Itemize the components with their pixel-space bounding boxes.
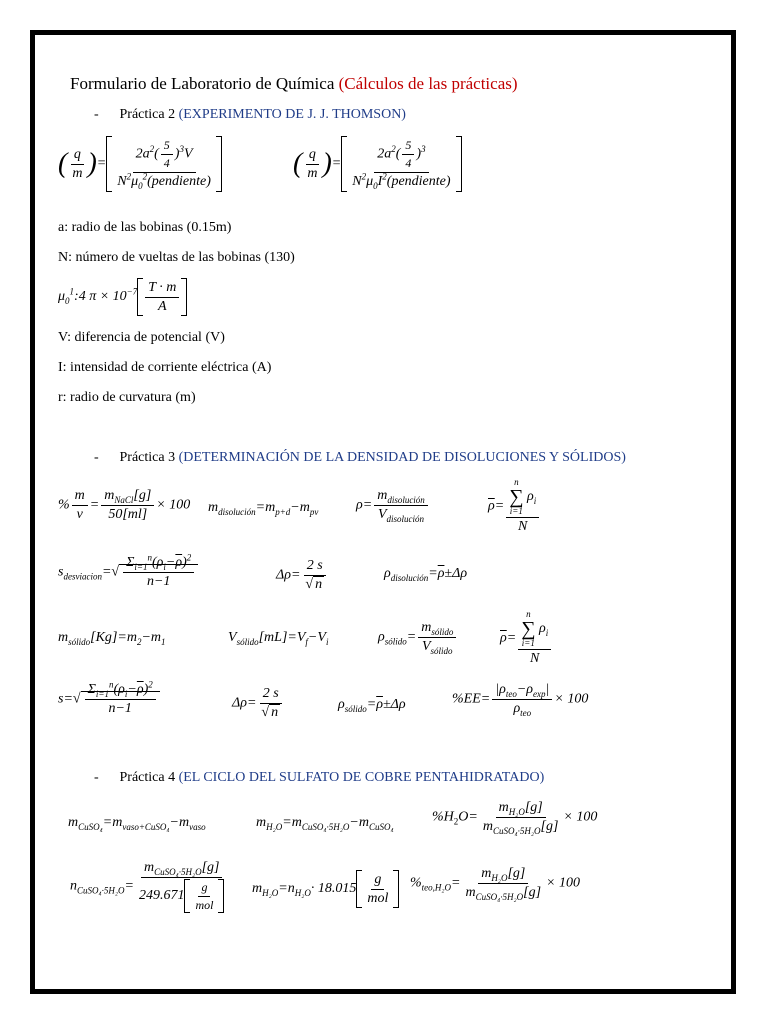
porcentaje-agua-teorico-formula: $\%_{teo,H_2O}=$ $\frac{m_{H_2O}[g]}{m_{CuSO_4\cdot 5H_2O}[g]}$ × 100: [410, 866, 580, 902]
mu0-definition: $\mu_0^1:4$ $\pi \times 10^{-7}$ $\frac{T \cdot m}{A}$: [58, 278, 187, 316]
masa-disolucion-formula: $m_{disolución}=m_{p+d}-m_{pv}$: [208, 500, 319, 517]
delta-rho-solido-formula: Δρ= $\frac{2 s}{√ n}$: [232, 686, 285, 721]
def-numero-vueltas: N: número de vueltas de las bobinas (130): [58, 250, 295, 265]
water-molar-mass: 18.015: [317, 881, 357, 897]
delta-rho-formula: Δρ= $\frac{2 s}{√ n}$: [276, 558, 329, 593]
rho-solido-resultado: $\rho_{sólido}=\overline{\rho}\pm\Delta\rho$: [338, 697, 406, 714]
densidad-disolucion-formula: ρ= $\frac{m_{disolución}}{V_{disolución}}$: [356, 488, 430, 523]
practica-2-heading: [94, 107, 406, 123]
rho-disolucion-resultado: $\rho_{disolución}=\overline{\rho}\pm\Delta\rho$: [384, 566, 468, 583]
bullet-dash: -: [94, 107, 99, 122]
title-subtitle: (Cálculos de las prácticas): [338, 74, 518, 93]
practica-4-subtitle: (EL CICLO DEL SULFATO DE COBRE PENTAHIDRATADO): [178, 770, 545, 785]
masa-agua-formula: $m_{H_2O}=m_{CuSO_4\cdot 5H_2O}-m_{CuSO_4}$: [256, 815, 394, 832]
def-radio-bobinas: a: radio de las bobinas (0.15m): [58, 220, 232, 235]
def-diferencia-potencial: V: diferencia de potencial (V): [58, 330, 225, 345]
thomson-formula-2: ( $\frac{q}{m}$ )= $2a^2$( $\frac{5}{4}$ )$^3$ $N^2\mu_0I^2(pendiente)$: [293, 136, 462, 192]
practica-3-heading: [94, 450, 626, 466]
document-title: [70, 74, 518, 94]
error-experimental-formula: %EE= $\frac{|\rho_{teo}-\rho_{exp}|}{\rho_{teo}}$ × 100: [452, 682, 589, 718]
def-radio-curvatura: r: radio de curvatura (m): [58, 390, 196, 405]
practica-4-label: Práctica 4: [119, 770, 176, 785]
practica-4-heading: [94, 770, 544, 786]
practica-2-label: Práctica 2: [119, 107, 176, 122]
practica-3-subtitle: (DETERMINACIÓN DE LA DENSIDAD DE DISOLUCIONES Y SÓLIDOS): [178, 450, 626, 465]
percent-m-v-formula: % $\frac{m}{v}$ = $\frac{m_{NaCl}[g]}{50[ml]}$ × 100: [58, 488, 191, 522]
porcentaje-agua-formula: $\%H_2O=$ $\frac{m_{H_2O}[g]}{m_{CuSO_4\cdot 5H_2O}[g]}$ × 100: [432, 800, 598, 836]
desviacion-solido-formula: s=√ $\frac{\Sigma_{i=1}^n(\rho_i-\overline{\rho})^2}{n-1}$: [58, 682, 160, 717]
bullet-dash: -: [94, 770, 99, 785]
practica-2-subtitle: (EXPERIMENTO DE J. J. THOMSON): [178, 107, 406, 122]
densidad-promedio-solido-formula: $\overline{\rho}=$ n ∑ i=1 $\rho_i$ N: [500, 610, 553, 667]
thomson-formula-1: ( $\frac{q}{m}$ )= $2a^2$( $\frac{5}{4}$ )$^3$V $N^2\mu_0^2(pendiente)$: [58, 136, 222, 192]
volumen-solido-formula: $V_{sólido}[mL]=V_f-V_i$: [228, 630, 329, 647]
masa-agua-moles-formula: $m_{H_2O}=n_{H_2O}\cdot 18.015$ $\frac{g}{\text{mol}}$: [252, 870, 399, 908]
def-intensidad-corriente: I: intensidad de corriente eléctrica (A): [58, 360, 272, 375]
molar-mass-value: 249.671: [138, 888, 185, 904]
masa-solido-formula: $m_{sólido}[Kg]=m_2-m_1$: [58, 630, 166, 647]
title-main: Formulario de Laboratorio de Química: [70, 74, 335, 93]
bullet-dash: -: [94, 450, 99, 465]
densidad-promedio-formula: $\overline{\rho}=$ n ∑ i=1 $\rho_i$ N: [488, 478, 541, 535]
moles-cuso4-formula: $n_{CuSO_4\cdot 5H_2O}=$ $m_{CuSO_4\cdot 5H_2O}[g]$ 249.671 $\frac{g}{\text{mol}}$: [70, 860, 229, 913]
densidad-solido-formula: $\rho_{sólido}=$ $\frac{m_{sólido}}{V_{sólido}}$: [378, 620, 458, 655]
desviacion-formula: $s_{desviacion}=√$ $\frac{\Sigma_{i=1}^n(\rho_i-\overline{\rho})^2}{n-1}$: [58, 555, 198, 590]
masa-cuso4-formula: $m_{CuSO_4}=m_{vaso+CuSO_4}-m_{vaso}$: [68, 815, 206, 832]
practica-3-label: Práctica 3: [119, 450, 176, 465]
